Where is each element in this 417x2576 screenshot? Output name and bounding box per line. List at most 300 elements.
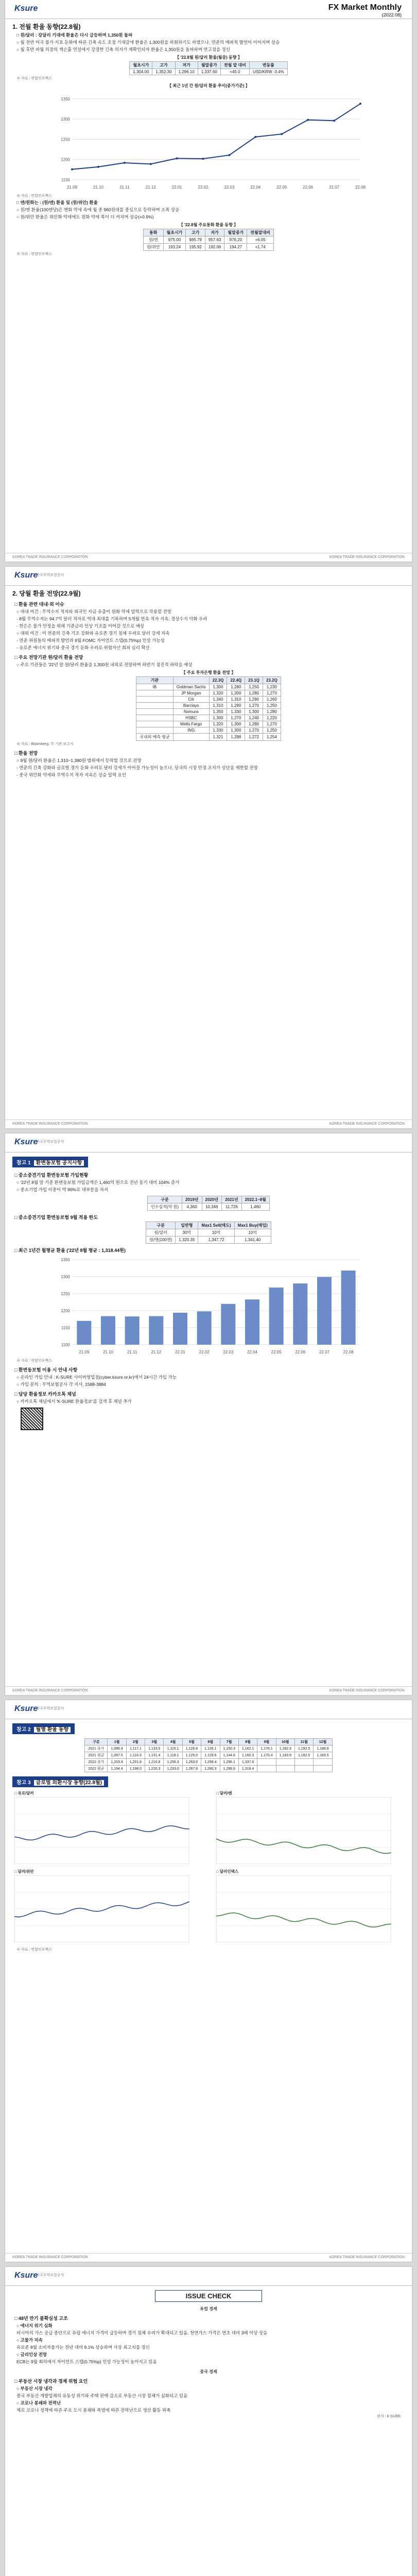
data-point	[97, 166, 99, 168]
td: 1,133.5	[145, 1745, 164, 1752]
td	[136, 727, 173, 734]
table-row	[85, 1745, 332, 1752]
th: 저가	[205, 229, 224, 236]
y-tick-label: 1100	[61, 1343, 70, 1347]
panel-title: □ 달러인덱스	[216, 1869, 238, 1874]
td: 인수실적(억 원)	[148, 1204, 182, 1211]
td: 1,162.1	[238, 1745, 257, 1752]
source-note: ※ 자료 : 연합인포맥스	[16, 252, 52, 256]
x-tick-label: 22.04	[250, 185, 261, 190]
td: Citi	[173, 697, 209, 703]
td: 1,304.00	[130, 69, 152, 75]
tab-title: 환변동보험 공지사항	[34, 1160, 84, 1166]
subsection: □ 최근 1년간 월평균 환율 ('22년 8월 평균 : 1,318.44원)	[14, 1248, 126, 1253]
subsection: □ 환율 전망	[14, 751, 38, 756]
bullet: - 연준의 긴축 강화와 글로벌 경기 둔화 우려로 달러 강세가 이어질 가능성이 높으나, 당국의 시장 안정 조치가 상단을 제한할 전망	[16, 765, 258, 770]
logo-sub: 한국무역보험공사	[36, 1707, 64, 1710]
forecast-table	[136, 676, 281, 741]
th: 고가	[152, 62, 175, 69]
bar	[317, 1277, 332, 1345]
appendix-tab	[12, 1157, 88, 1167]
table-caption: 【 주요 투자은행 환율 전망 】	[181, 670, 236, 675]
usdcny-panel	[14, 1869, 201, 1945]
bullet: ○ 코로나 봉쇄와 전력난	[16, 2400, 61, 2405]
td: 1,270	[227, 715, 245, 721]
bullet: ○ 고물가 지속	[16, 2337, 43, 2343]
x-tick-label: 22.05	[276, 185, 287, 190]
td	[276, 1766, 294, 1772]
th: 월말종가	[198, 62, 220, 69]
data-point	[307, 119, 309, 121]
monthly-rate-table	[84, 1738, 332, 1772]
ksure-logo: Ksure	[14, 1704, 38, 1713]
chart-caption: 【 최근 1년 간 원/달러 환율 추이(종가기준) 】	[167, 83, 250, 88]
td: 1,220.3	[145, 1766, 164, 1772]
th: 월초시가	[163, 229, 186, 236]
th: 7월	[220, 1739, 238, 1745]
td: Goldman Sachs	[173, 684, 209, 690]
td	[294, 1759, 313, 1766]
data-point	[150, 163, 152, 165]
td	[136, 697, 173, 703]
table-row	[136, 697, 281, 703]
td: 976.20	[224, 236, 247, 244]
x-tick-label: 21.09	[66, 185, 78, 190]
x-tick-label: 22.02	[198, 185, 208, 190]
page-footer	[5, 1120, 412, 1128]
bar	[197, 1311, 212, 1345]
td: 1,250	[263, 703, 281, 709]
page-1	[5, 0, 412, 562]
th: 일반형	[176, 1222, 198, 1229]
bullet: ○ '22년 8월 말 기준 환변동보험 가입금액은 1,460억 원으로 전년 동기 대비 104% 증가	[16, 1180, 180, 1185]
data-point	[71, 168, 73, 171]
bullet: - 연준 위원들의 매파적 발언과 9월 FOMC 자이언트 스텝(0.75%p) 인상 가능성	[16, 638, 165, 643]
appendix-tab	[12, 1723, 75, 1734]
td: 1,192.5	[294, 1745, 313, 1752]
td	[257, 1766, 276, 1772]
page-4	[5, 1700, 412, 2262]
td: 1,144.6	[220, 1752, 238, 1759]
th: 2021년	[222, 1196, 242, 1204]
footer-right: KOREA TRADE INSURANCE CORPORATION	[329, 1689, 405, 1692]
td: +1.74	[247, 244, 274, 251]
footer-left: KOREA TRADE INSURANCE CORPORATION	[12, 2256, 88, 2259]
td: 1,117.1	[126, 1745, 145, 1752]
th: 월말종가	[224, 229, 247, 236]
x-tick-label: 22.07	[329, 185, 340, 190]
td: 1,347.72	[198, 1236, 234, 1244]
td: 1,310	[209, 703, 227, 709]
page-header	[5, 1700, 412, 1719]
td: 1,330	[209, 727, 227, 734]
ksure-logo: Ksure	[14, 1138, 38, 1146]
td: 1,300	[227, 721, 245, 727]
td: 985.79	[186, 236, 205, 244]
td: 1,300	[227, 690, 245, 697]
page-header	[5, 2267, 412, 2286]
td: 1,320	[209, 690, 227, 697]
table-row	[85, 1752, 332, 1759]
page-header	[5, 567, 412, 586]
td: 2021 종가	[85, 1745, 108, 1752]
y-tick-label: 1350	[61, 1258, 70, 1262]
data-point	[124, 162, 126, 164]
td: 1,290	[227, 703, 245, 709]
td: 1,270	[245, 727, 263, 734]
td: 1,116.3	[126, 1752, 145, 1759]
qr-code-icon	[21, 1408, 43, 1430]
usdjpy-panel	[216, 1790, 403, 1867]
td: 1,270	[263, 721, 281, 727]
y-tick-label: 1250	[61, 1292, 70, 1296]
chart-source: ※ 자료 : 연합인포맥스	[16, 1359, 52, 1363]
td	[136, 690, 173, 697]
td: 2022 평균	[85, 1766, 108, 1772]
y-tick-label: 1300	[61, 1275, 70, 1279]
bullet: □ 원/달러 : 강달러 기대에 환율은 다시 급등하며 1,350원 돌파	[16, 32, 133, 38]
td: Nomura	[173, 709, 209, 715]
page-header	[5, 1133, 412, 1153]
source-note: ※ 자료 : 연합인포맥스	[16, 1948, 52, 1952]
x-tick-label: 22.08	[343, 1350, 354, 1354]
tab-label: 참고 1	[16, 1160, 31, 1166]
td: 1,201.8	[126, 1759, 145, 1766]
subsection: □ 환변동보험 이용 시 안내 사항	[14, 1367, 78, 1372]
td: 1,131.4	[145, 1752, 164, 1759]
th: 구분	[148, 1196, 182, 1204]
td	[276, 1759, 294, 1766]
page-3	[5, 1133, 412, 1695]
bullet: ○ 온라인 가입 안내 : K-SURE 사이버영업점(cyber.ksure.or.kr)에서 24시간 가입 가능	[16, 1375, 177, 1380]
td: 원/엔(100엔)	[146, 1236, 176, 1244]
dxy-chart	[216, 1875, 391, 1942]
table-row	[136, 690, 281, 697]
th: 2월	[126, 1739, 145, 1745]
th: 구분	[85, 1739, 108, 1745]
bullet: - 유로존 에너지 위기와 중국 경기 둔화 우려로 위험자산 회피 심리 확산	[16, 645, 150, 650]
th: 12월	[314, 1739, 332, 1745]
logo-sub: 한국무역보험공사	[36, 1140, 64, 1144]
th: 2019년	[182, 1196, 202, 1204]
th: 9월	[257, 1739, 276, 1745]
data-point	[202, 158, 204, 160]
th: 변동률	[249, 62, 287, 69]
subsection: □ 부동산 시장 냉각과 경제 위험 요인	[14, 2379, 88, 2384]
th: 23.2Q	[263, 677, 281, 684]
td: 193.24	[163, 244, 186, 251]
td	[257, 1759, 276, 1766]
bullet: - 한은은 물가 안정을 위해 기준금리 인상 기조를 이어갈 것으로 예상	[16, 623, 145, 629]
th: 2020년	[202, 1196, 222, 1204]
major-currency-table	[143, 229, 274, 251]
td: 2022 종가	[85, 1759, 108, 1766]
td: 원/위안	[144, 244, 163, 251]
td: 192.06	[205, 244, 224, 251]
td: 10억	[198, 1229, 234, 1236]
bar	[125, 1316, 140, 1345]
td: 1,126.1	[201, 1745, 220, 1752]
data-point	[359, 103, 361, 105]
bullet: ○ 대내 여건 : 무역수지 적자와 외국인 자금 유출이 원화 약세 압력으로 작용할 전망	[16, 609, 171, 614]
x-tick-label: 22.04	[247, 1350, 258, 1354]
y-tick-label: 1250	[61, 137, 70, 142]
td: 1,337.60	[198, 69, 220, 75]
td: 1,198.0	[126, 1766, 145, 1772]
th: 22.3Q	[209, 677, 227, 684]
bullet: ○ 가입 문의 : 무역보험공사 각 지사, 1588-3884	[16, 1382, 106, 1387]
th: 10월	[276, 1739, 294, 1745]
section-label: 유럽 경제	[200, 2307, 217, 2311]
footer-right: KOREA TRADE INSURANCE CORPORATION	[329, 2256, 405, 2259]
td: 1,194.4	[108, 1766, 126, 1772]
td: 957.63	[205, 236, 224, 244]
y-tick-label: 1150	[61, 178, 70, 182]
td: 1,321	[209, 734, 227, 741]
eurusd-panel	[14, 1790, 201, 1867]
bullet: ○ 원/위안 환율은 위안화 약세에도 원화 약세 폭이 더 커지며 상승(+0.9%)	[16, 214, 154, 219]
bullet: ○ 중소기업 가입 비중이 약 90%로 대부분을 차지	[16, 1187, 109, 1192]
th: 전월 말 대비	[220, 62, 249, 69]
table-row	[85, 1759, 332, 1766]
bar	[269, 1287, 284, 1345]
usdkrw-line-chart	[49, 90, 368, 193]
td: 1,160.3	[238, 1752, 257, 1759]
y-tick-label: 1300	[61, 117, 70, 122]
td: 1,220	[263, 715, 281, 721]
section-title: 1. 전월 환율 동향(22.8월)	[12, 23, 81, 30]
bullet: ○ 대외 여건 : 미 연준의 긴축 기조 강화와 유로존 경기 침체 우려로 달러 강세 지속	[16, 631, 170, 636]
th: 전월말대비	[247, 229, 274, 236]
td: 1,298	[227, 734, 245, 741]
td: 1,320	[209, 721, 227, 727]
y-tick-label: 1150	[61, 1326, 70, 1330]
td: 195.92	[186, 244, 205, 251]
bullet: - 8월 무역수지는 94.7억 달러 적자로 역대 최대를 기록하며 5개월 연속 적자 지속, 경상수지 악화 우려	[16, 616, 207, 621]
x-tick-label: 22.01	[171, 185, 182, 190]
subsection: □ 중소중견기업 환변동보험 9월 적용 한도	[14, 1215, 98, 1220]
td: 1,290	[245, 697, 263, 703]
td: 1,300	[209, 715, 227, 721]
table-caption: 【 '22.8월 원/달러 환율(월중) 동향 】	[175, 55, 242, 60]
table-row	[136, 703, 281, 709]
td: 1,280	[245, 690, 263, 697]
usdjpy-chart	[216, 1797, 391, 1864]
td: 1,170.4	[257, 1752, 276, 1759]
th: Max1 Sell(매도)	[198, 1222, 234, 1229]
panel-title: □ 달러/위안	[14, 1869, 34, 1874]
x-tick-label: 21.12	[145, 185, 156, 190]
data-point	[228, 154, 230, 156]
td: 1,280	[263, 709, 281, 715]
td: 1,320.35	[176, 1236, 198, 1244]
td: 1,280	[227, 684, 245, 690]
td: 30억	[176, 1229, 198, 1236]
td: 1,310	[227, 697, 245, 703]
logo-sub: 한국무역보험공사	[36, 2274, 64, 2277]
subsection: □ 담당 환율정보 카카오톡 채널	[14, 1392, 76, 1397]
issue-check-title: ISSUE CHECK	[155, 2290, 262, 2302]
td	[136, 703, 173, 709]
appendix-tab	[12, 1776, 108, 1787]
th: 8월	[238, 1739, 257, 1745]
subsection: □ 중소중견기업 환변동보험 가입현황	[14, 1173, 89, 1178]
section-label: 중국 경제	[200, 2369, 217, 2374]
page-5	[5, 2267, 412, 2576]
td: 1,330	[227, 709, 245, 715]
td: 1,300	[227, 727, 245, 734]
data-point	[333, 120, 335, 122]
td: 1,260	[263, 697, 281, 703]
td	[136, 715, 173, 721]
td: 194.27	[224, 244, 247, 251]
td: Wells Fargo	[173, 721, 209, 727]
x-tick-label: 21.11	[127, 1350, 137, 1354]
bullet: ○ 월 전반 미국 물가 지표 둔화에 따른 긴축 속도 조절 기대감에 환율은 1,300원을 하회하기도 하였으나, 연준의 매파적 발언이 이어지며 상승	[16, 40, 280, 45]
td: USD/KRW -3.4%	[249, 69, 287, 75]
page-2	[5, 567, 412, 1128]
usdcny-chart	[14, 1875, 189, 1942]
td: 1,296.1	[220, 1759, 238, 1766]
td: 1,298.4	[201, 1759, 220, 1766]
bullet: ○ 원/엔 환율(100엔당)은 엔화 약세 속에 월 중 960원대를 중심으로 등락하며 소폭 상승	[16, 207, 180, 212]
td: 1,296.10	[175, 69, 198, 75]
paragraph: 제로 코로나 정책에 따른 주요 도시 봉쇄와 폭염에 따른 전력난으로 생산 활동 위축	[16, 2408, 171, 2413]
y-tick-label: 1350	[61, 96, 70, 101]
x-tick-label: 22.06	[303, 185, 314, 190]
bar	[149, 1316, 163, 1345]
td: 1,340	[209, 697, 227, 703]
source-note: ※ 자료 : Bloomberg, 각 기관 보고서	[16, 742, 74, 746]
tab-label: 참고 2	[16, 1727, 31, 1733]
th: 2022.1~8월	[241, 1196, 269, 1204]
x-tick-label: 21.10	[93, 185, 103, 190]
td	[136, 709, 173, 715]
td: 1,256.3	[164, 1759, 182, 1766]
paragraph: 중국 부동산 개발업체의 유동성 위기와 주택 판매 감소로 부동산 시장 침체가 심화되고 있음	[16, 2393, 188, 2398]
x-tick-label: 21.10	[102, 1350, 114, 1354]
td: JP Morgan	[173, 690, 209, 697]
bar	[293, 1283, 307, 1345]
td: IB	[136, 684, 173, 690]
table-row	[136, 715, 281, 721]
subsection: □ 48년 만기 불확실성 고조	[14, 2316, 68, 2321]
td	[314, 1759, 332, 1766]
table-row	[136, 684, 281, 690]
table-row	[85, 1766, 332, 1772]
td: 1,188.8	[314, 1745, 332, 1752]
td: 1,270	[245, 703, 263, 709]
bullet: ○ 월 후반 파월 의장의 잭슨홀 연설에서 강경한 긴축 의지가 재확인되자 환율은 1,350원을 돌파하며 연고점을 경신	[16, 47, 230, 52]
page-footer	[5, 2253, 412, 2262]
td: 1,250	[263, 727, 281, 734]
th: 1월	[108, 1739, 126, 1745]
td: 1,318.4	[238, 1766, 257, 1772]
footer-left: KOREA TRADE INSURANCE CORPORATION	[12, 1122, 88, 1126]
page-footer	[5, 553, 412, 562]
td: 10,346	[202, 1204, 222, 1211]
ksure-logo: Ksure	[14, 571, 38, 580]
data-point	[254, 136, 256, 138]
th	[173, 677, 209, 684]
subsection: □ 환율 관련 대내·외 이슈	[14, 602, 64, 607]
table-caption: 【 '22.8월 주요통화 환율 동향 】	[179, 223, 238, 227]
bullet: ○ 카카오톡 채널에서 'K-SURE 환율정보'를 검색 후 채널 추가	[16, 1399, 132, 1404]
th: 6월	[201, 1739, 220, 1745]
th: 23.1Q	[245, 677, 263, 684]
td: 1,183.5	[314, 1752, 332, 1759]
th: 11월	[294, 1739, 313, 1745]
bullet: ○ 금리인상 전망	[16, 2352, 47, 2357]
td: 1,460	[241, 1204, 269, 1211]
td: 1,086.3	[108, 1745, 126, 1752]
td: 1,300	[209, 684, 227, 690]
bar	[341, 1270, 356, 1345]
td	[136, 721, 173, 727]
td: 1,280	[245, 721, 263, 727]
page-header	[5, 0, 412, 19]
th: 고가	[186, 229, 205, 236]
data-point	[176, 157, 178, 159]
bullet: ○ 부동산 시장 냉각	[16, 2386, 53, 2391]
td: 1,115.1	[164, 1745, 182, 1752]
footer-right: KOREA TRADE INSURANCE CORPORATION	[329, 1122, 405, 1126]
ksure-logo: Ksure	[14, 2271, 38, 2280]
td	[314, 1766, 332, 1772]
td: 1,118.1	[164, 1752, 182, 1759]
td	[294, 1766, 313, 1772]
bullet: ○ 9월 원/달러 환율은 1,310~1,380원 범위에서 등락할 것으로 전망	[16, 758, 142, 763]
x-tick-label: 22.06	[295, 1350, 306, 1354]
x-tick-label: 22.07	[319, 1350, 330, 1354]
bullet: □ 엔/원화는 : (원/엔) 환율 및 (원/위안) 환율	[16, 200, 98, 205]
td: 원/달러	[146, 1229, 176, 1236]
td: 975.00	[163, 236, 186, 244]
td: +45.0	[220, 69, 249, 75]
paragraph: 러시아의 가스 공급 중단으로 유럽 에너지 가격이 급등하며 경기 침체 우려가 확대되고 있음. 천연가스 가격은 연초 대비 3배 이상 상승	[16, 2330, 268, 2335]
footer-right: KOREA TRADE INSURANCE CORPORATION	[329, 555, 405, 559]
bar	[221, 1304, 235, 1345]
x-tick-label: 22.05	[271, 1350, 282, 1354]
td: 1,352.30	[152, 69, 175, 75]
subsection: □ 주요 전망기관 원/달러 환율 전망	[14, 655, 83, 660]
panel-title: □ 유로/달러	[14, 1791, 34, 1795]
source-note: ※ 자료 : 연합인포맥스	[16, 77, 52, 80]
insurance-table	[147, 1196, 270, 1211]
th: Max1 Buy(매입)	[234, 1222, 271, 1229]
td: 1,125.0	[182, 1752, 201, 1759]
global-fx-row	[14, 1790, 403, 1867]
table-row	[136, 727, 281, 734]
table-row	[136, 734, 281, 741]
td: 1,250	[245, 684, 263, 690]
eurusd-chart	[14, 1797, 189, 1864]
x-tick-label: 21.11	[119, 185, 130, 190]
x-tick-label: 22.01	[175, 1350, 186, 1354]
td: 1,272	[245, 734, 263, 741]
panel-title: □ 달러/엔	[216, 1791, 232, 1795]
td: 1,150.3	[220, 1745, 238, 1752]
th: 4월	[164, 1739, 182, 1745]
bullet: ○ 주요 기관들은 '22년 말 원/달러 환율을 1,300원 내외로 전망하며 하반기 점진적 하락을 예상	[16, 662, 193, 667]
td: ING	[173, 727, 209, 734]
footer-left: KOREA TRADE INSURANCE CORPORATION	[12, 1689, 88, 1692]
td: 1,183.9	[276, 1752, 294, 1759]
ksure-logo: Ksure	[14, 4, 38, 13]
paragraph: 유로존 8월 소비자물가는 전년 대비 9.1% 상승하며 사상 최고치를 경신	[16, 2345, 150, 2350]
td: 1,254	[263, 734, 281, 741]
td: 1,267.8	[182, 1766, 201, 1772]
